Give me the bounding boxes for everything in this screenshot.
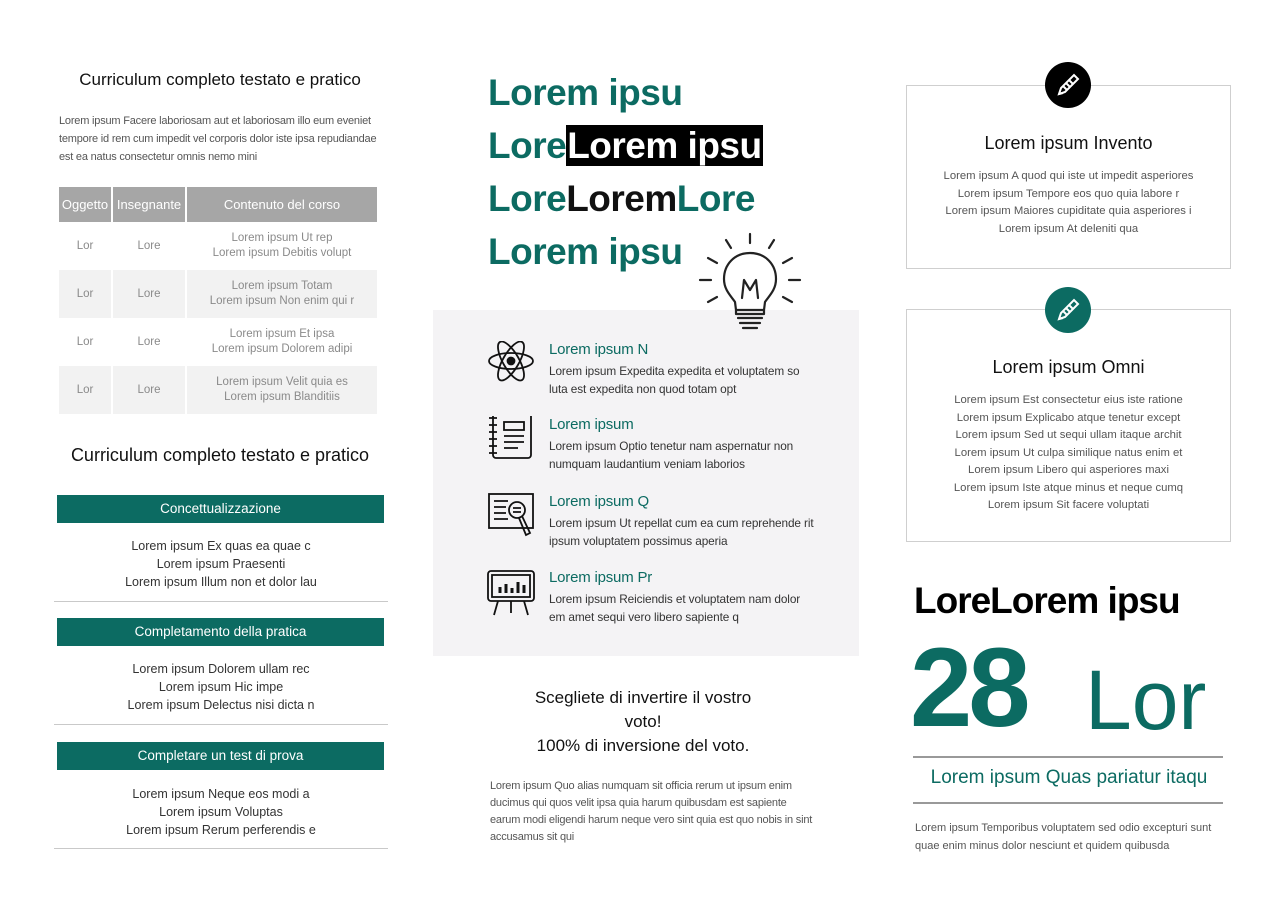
- table-header-content: Contenuto del corso: [187, 187, 377, 222]
- table-cell: Lor: [59, 270, 111, 318]
- phase-heading: Completamento della pratica: [57, 618, 384, 646]
- course-table: [57, 187, 379, 414]
- pencil-icon: [1045, 62, 1091, 108]
- stat-heading: LoreLorem ipsu: [914, 580, 1180, 621]
- headline-fragment: Lore: [676, 178, 755, 219]
- feature-title: Lorem ipsum N: [549, 341, 649, 358]
- info-box-title: Lorem ipsum Invento: [984, 133, 1153, 153]
- table-cell: Lore: [113, 366, 185, 414]
- table-row: [59, 222, 377, 270]
- table-cell: Lor: [76, 239, 94, 252]
- table-header-row: [59, 187, 377, 222]
- table-row: [59, 318, 377, 366]
- tagline: Scegliete di invertire il vostro voto! 100% di inversione del voto.: [534, 688, 752, 755]
- notebook-icon: [486, 416, 536, 466]
- lightbulb-icon: [694, 228, 806, 340]
- phase-card: [54, 742, 388, 849]
- curriculum-title: Curriculum completo testato e pratico: [79, 70, 361, 89]
- headline-fragment: Lore: [488, 125, 567, 166]
- info-box-text: Lorem ipsum Est consectetur eius iste ratione Lorem ipsum Explicabo atque tenetur except Lorem ipsum Sed ut sequi ullam itaque archit Lorem ipsum Ut culpa similique natus enim et Lorem ipsum Libero qui asperiores maxi Lorem ipsum Iste atque minus et neque cumq Lorem ipsum Sit facere voluptati: [953, 394, 1184, 511]
- feature-title: Lorem ipsum Pr: [549, 569, 653, 586]
- table-row: [59, 270, 377, 318]
- info-box: [906, 309, 1231, 542]
- table-header-teacher: Insegnante: [113, 187, 185, 222]
- column-paragraph: Lorem ipsum Temporibus voluptatem sed odio excepturi sunt quae enim minus dolor nesciunt et quidem quibusda: [915, 822, 1212, 852]
- info-box-text: Lorem ipsum A quod qui iste ut impedit asperiores Lorem ipsum Tempore eos quo quia labore r Lorem ipsum Maiores cupiditate quia asperiores i Lorem ipsum At deleniti qua: [943, 170, 1194, 235]
- feature-title: Lorem ipsum: [549, 416, 634, 433]
- stat-subheading: Lorem ipsum Quas pariatur itaqu: [930, 767, 1208, 788]
- phase-card: [54, 618, 388, 725]
- curriculum-title-secondary: Curriculum completo testato e pratico: [70, 445, 370, 465]
- feature-title: Lorem ipsum Q: [549, 493, 649, 510]
- phase-card: [54, 495, 388, 602]
- table-cell: Lorem ipsum Et ipsa Lorem ipsum Dolorem adipi: [211, 328, 353, 355]
- info-box-title: Lorem ipsum Omni: [992, 357, 1145, 377]
- column-paragraph: Lorem ipsum Quo alias numquam sit officia rerum ut ipsum enim ducimus qui quos velit ipsa quia harum quibusdam est sapiente earum modi eligendi harum neque vero sint quia est quo nobis in sint accusamus sit qui: [490, 780, 813, 843]
- pencil-icon: [1045, 287, 1091, 333]
- table-cell: Lor: [59, 366, 111, 414]
- phase-body: Lorem ipsum Dolorem ullam rec Lorem ipsum Hic impe Lorem ipsum Delectus nisi dicta n: [54, 646, 388, 725]
- table-cell: Lorem ipsum Velit quia es Lorem ipsum Blanditiis: [187, 366, 377, 414]
- phase-heading: Completare un test di prova: [57, 742, 384, 770]
- feature-text: Lorem ipsum Optio tenetur nam aspernatur non numquam laudantium veniam laborios: [549, 439, 794, 471]
- presentation-chart-icon: [486, 569, 536, 619]
- stat-number: 28: [910, 625, 1027, 750]
- table-cell: Lore: [137, 239, 161, 252]
- feature-text: Lorem ipsum Ut repellat cum ea cum reprehende rit ipsum voluptatem possimus aperia: [549, 516, 814, 548]
- info-box: [906, 85, 1231, 269]
- stat-unit: Lor: [1085, 653, 1207, 747]
- feature-text: Lorem ipsum Expedita expedita et voluptatem so luta est expedita non quod totam opt: [549, 364, 800, 396]
- headline-line: [488, 172, 763, 225]
- headline-fragment: Lore: [488, 178, 567, 219]
- headline-line: Lorem ipsu: [488, 72, 683, 113]
- phase-body: Lorem ipsum Ex quas ea quae c Lorem ipsum Praesenti Lorem ipsum Illum non et dolor lau: [54, 523, 388, 602]
- table-cell: Lorem ipsum Ut rep Lorem ipsum Debitis volupt: [212, 232, 352, 259]
- table-cell: Lor: [76, 335, 94, 348]
- headline-line: Lorem ipsu: [488, 231, 683, 272]
- document-search-icon: [486, 493, 536, 543]
- phase-heading: Concettualizzazione: [57, 495, 384, 523]
- table-cell: Lore: [113, 270, 185, 318]
- table-row: [59, 366, 377, 414]
- headline-line: [488, 119, 763, 172]
- headline-highlight: Lorem ipsu: [567, 125, 762, 166]
- table-header-subject: Oggetto: [59, 187, 111, 222]
- table-cell: Lore: [137, 335, 161, 348]
- pencil-badge: [1045, 287, 1091, 333]
- table-cell: Lorem ipsum Totam Lorem ipsum Non enim qui r: [187, 270, 377, 318]
- divider: [913, 802, 1223, 804]
- pencil-badge: [1045, 62, 1091, 108]
- headline-fragment-dark: Lorem: [566, 178, 677, 219]
- feature-text: Lorem ipsum Reiciendis et voluptatem nam dolor em amet sequi vero libero sapiente q: [549, 592, 801, 624]
- phase-body: Lorem ipsum Neque eos modi a Lorem ipsum Voluptas Lorem ipsum Rerum perferendis e: [54, 770, 388, 849]
- curriculum-intro: Lorem ipsum Facere laboriosam aut et laboriosam illo eum eveniet tempore id rem cum impedit vel corporis dolor iste ipsa repudiandae est ea natus consectetur omnis nemo mini: [59, 115, 377, 163]
- atom-icon: [486, 341, 536, 391]
- divider: [913, 756, 1223, 758]
